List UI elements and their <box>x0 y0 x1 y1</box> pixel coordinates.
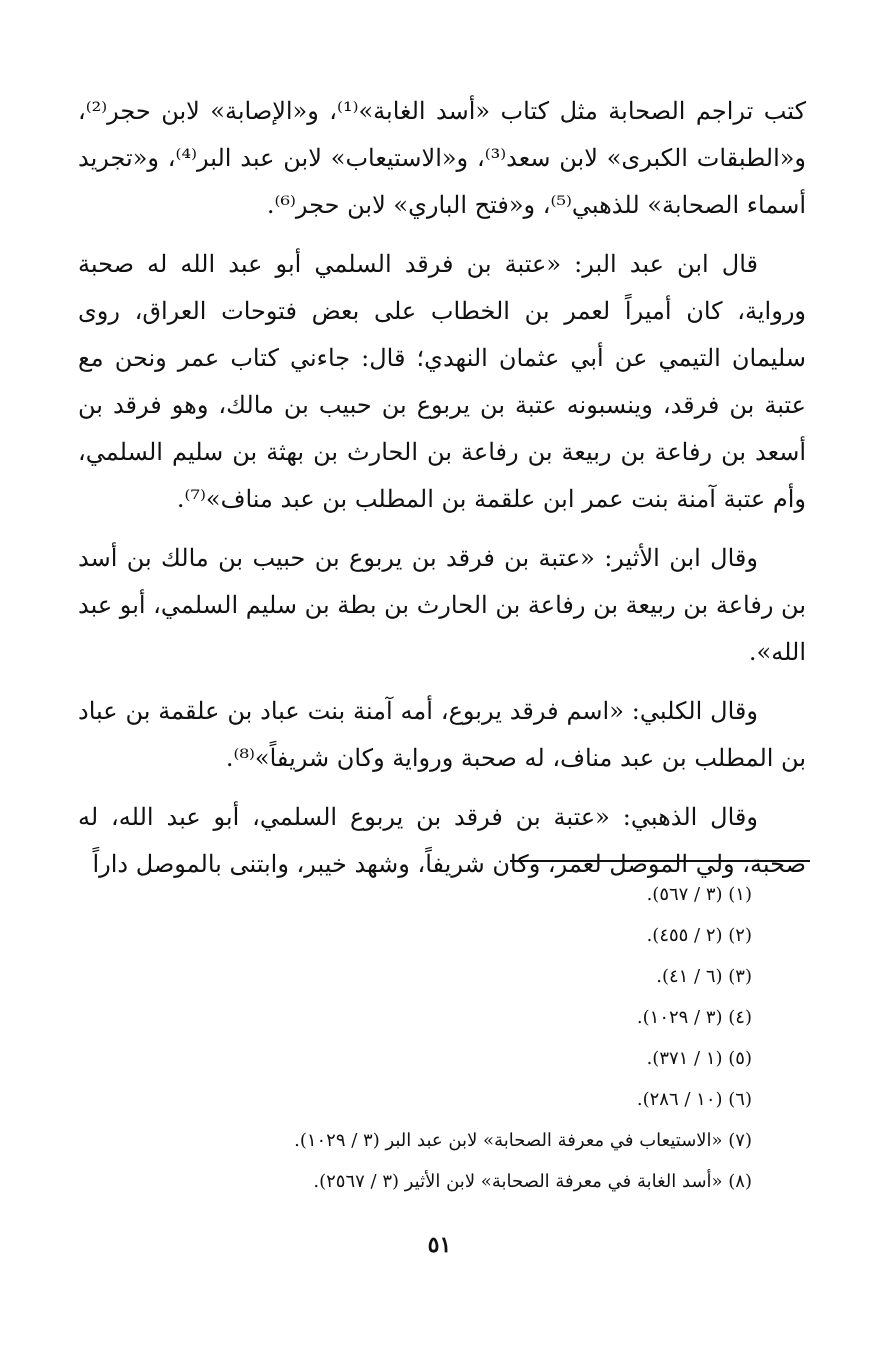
paragraph-al-kalbi: وقال الكلبي: «اسم فرقد يربوع، أمه آمنة بنت عباد بن علقمة بن عباد بن المطلب بن عبد مناف، له صحبة ورواية وكان شريفاً»⁽⁸⁾. <box>78 697 806 772</box>
footnotes <box>100 874 752 1202</box>
main-text <box>78 88 806 888</box>
footnote-8: (٨) «أسد الغابة في معرفة الصحابة» لابن الأثير (٣ / ٢٥٦٧). <box>313 1171 752 1192</box>
footnote-1: (١) (٣ / ٥٦٧). <box>646 884 752 905</box>
footnote-3: (٣) (٦ / ٤١). <box>656 966 752 987</box>
footnote-6: (٦) (١٠ / ٢٨٦). <box>636 1089 752 1110</box>
paragraph-ibn-abd-al-barr: قال ابن عبد البر: «عتبة بن فرقد السلمي أبو عبد الله له صحبة ورواية، كان أميراً لعمر بن الخطاب على بعض فتوحات العراق، روى سليمان التيمي عن أبي عثمان النهدي؛ قال: جاءني كتاب عمر ونحن مع عتبة بن فرقد، وينسبونه عتبة بن يربوع بن حبيب بن مالك، وهو فرقد بن أسعد بن رفاعة بن ربيعة بن رفاعة بن الحارث بن بهثة بن سليم السلمي، وأم عتبة آمنة بنت عمر ابن علقمة بن المطلب بن عبد مناف»⁽⁷⁾. <box>78 250 806 513</box>
paragraph-al-dhahabi: وقال الذهبي: «عتبة بن فرقد بن يربوع السلمي، أبو عبد الله، له صحبة، ولي الموصل لعمر، وكان شريفاً، وشهد خيبر، وابتنى بالموصل داراً <box>78 803 806 878</box>
page-number: ٥١ <box>427 1232 452 1258</box>
footnote-5: (٥) (١ / ٣٧١). <box>646 1048 752 1069</box>
footnote-2: (٢) (٢ / ٤٥٥). <box>646 925 752 946</box>
paragraph-sources: كتب تراجم الصحابة مثل كتاب «أسد الغابة»⁽¹⁾، و«الإصابة» لابن حجر⁽²⁾، و«الطبقات الكبرى» لابن سعد⁽³⁾، و«الاستيعاب» لابن عبد البر⁽⁴⁾، و«تجريد أسماء الصحابة» للذهبي⁽⁵⁾، و«فتح الباري» لابن حجر⁽⁶⁾. <box>78 97 807 219</box>
footnote-4: (٤) (٣ / ١٠٢٩). <box>636 1007 752 1028</box>
footnote-7: (٧) «الاستيعاب في معرفة الصحابة» لابن عبد البر (٣ / ١٠٢٩). <box>294 1130 752 1151</box>
paragraph-ibn-al-athir: وقال ابن الأثير: «عتبة بن فرقد بن يربوع بن حبيب بن مالك بن أسد بن رفاعة بن ربيعة بن رفاعة بن الحارث بن بطة بن سليم السلمي، أبو عبد الله». <box>78 544 806 666</box>
footnote-separator <box>510 860 810 862</box>
